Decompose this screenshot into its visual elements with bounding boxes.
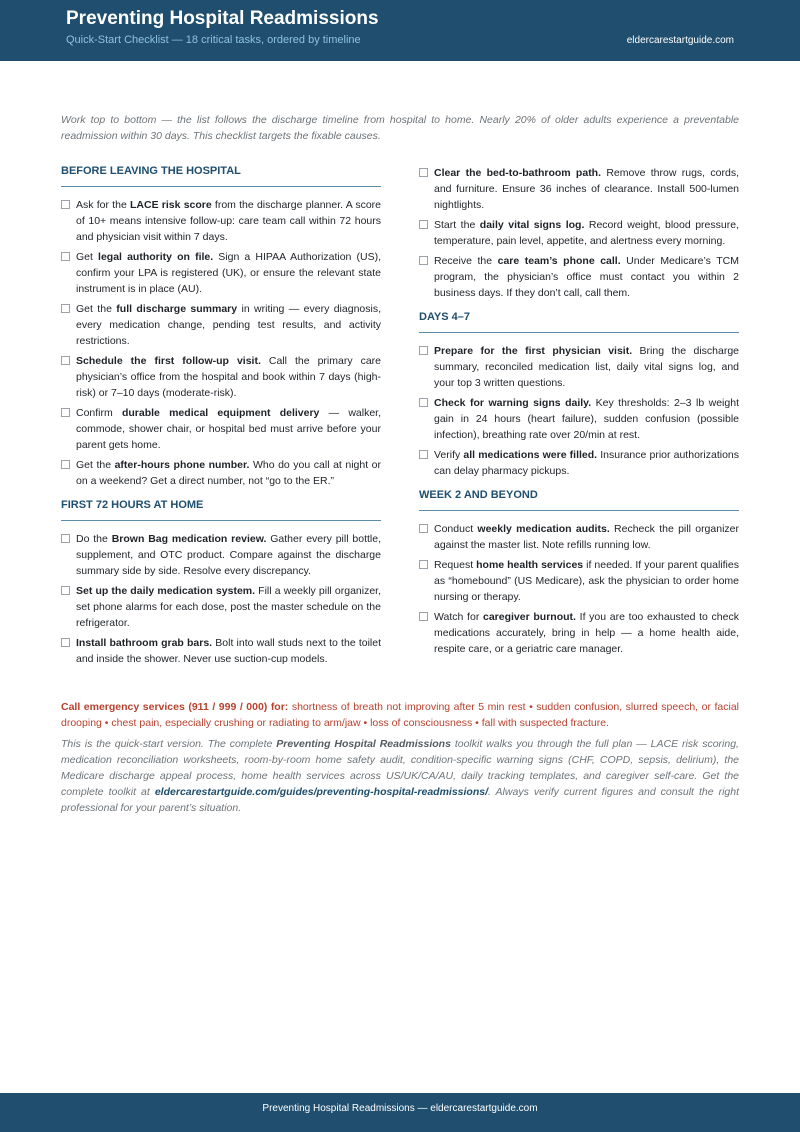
checklist-item (419, 343, 739, 391)
item-text-detail: If you are too exhausted to check medications accurately, bring in help — a home health aide, respite care, or a geriatric care manager. (434, 611, 739, 655)
item-text-lead: Get the (76, 303, 117, 315)
section-week-2 (419, 489, 739, 657)
checkbox[interactable] (61, 408, 70, 417)
item-key-task: caregiver burnout. (483, 611, 576, 623)
checklist-item (61, 197, 381, 245)
checklist (61, 531, 381, 667)
item-text-detail: Recheck the pill organizer against the master list. Note refills running low. (434, 523, 739, 551)
item-text-detail: Under Medicare’s TCM program, the physician’s office must contact you within 2 business days. If they don’t call, call them. (434, 255, 739, 299)
footer-text: Preventing Hospital Readmissions — eldercarestartguide.com (262, 1103, 538, 1114)
checklist-item (419, 165, 739, 213)
section-before-leaving (61, 165, 381, 489)
item-text-detail: if needed. If your parent qualifies as “homebound” (US Medicare), ask the physician to order home nursing or therapy. (434, 559, 739, 603)
left-column (61, 165, 381, 671)
checklist (419, 165, 739, 301)
item-text-detail: — walker, commode, shower chair, or hospital bed must arrive before your parent gets home. (76, 407, 381, 451)
checkbox[interactable] (419, 168, 428, 177)
checkbox[interactable] (419, 524, 428, 533)
checklist-item (419, 557, 739, 605)
section-title: DAYS 4–7 (419, 311, 739, 333)
section-title: WEEK 2 AND BEYOND (419, 489, 739, 511)
item-key-task: Prepare for the first physician visit. (434, 345, 633, 357)
item-text-detail: Key thresholds: 2–3 lb weight gain in 24 hours (heart failure), sudden confusion (possible infection), breathing rate over 20/min at rest. (434, 397, 739, 441)
checklist-item (61, 301, 381, 349)
section-first-72-hours (61, 499, 381, 667)
checklist-item (419, 217, 739, 249)
checklist (61, 197, 381, 489)
checkbox[interactable] (61, 200, 70, 209)
item-text-lead: Watch for (434, 611, 483, 623)
item-key-task: durable medical equipment delivery (121, 407, 320, 419)
item-text-detail: Who do you call at night or on a weekend? Get a direct number, not “go to the ER.” (76, 459, 381, 487)
checkbox[interactable] (61, 586, 70, 595)
item-key-task: weekly medication audits. (477, 523, 610, 535)
item-text-detail: Remove throw rugs, cords, and furniture. Ensure 36 inches of clearance. Install 500-lumen nightlights. (434, 167, 739, 211)
item-text-lead: Do the (76, 533, 112, 545)
footnote (61, 736, 739, 816)
item-text-lead: Start the (434, 219, 480, 231)
checklist-item (61, 405, 381, 453)
item-key-task: care team’s phone call. (497, 255, 621, 267)
item-key-task: Brown Bag medication review. (111, 533, 267, 545)
checkbox[interactable] (61, 460, 70, 469)
item-key-task: Check for warning signs daily. (434, 397, 592, 409)
item-text-lead: Verify (434, 449, 464, 461)
footnote-toolkit-name: Preventing Hospital Readmissions (276, 738, 451, 750)
item-text-detail: Gather every pill bottle, supplement, and OTC product. Compare against the discharge summary side by side. Resolve every discrepancy. (76, 533, 382, 577)
item-text-lead: Ask for the (76, 199, 130, 211)
item-text-detail: Bring the discharge summary, reconciled medication list, daily vital signs log, and your top 3 written questions. (434, 345, 740, 389)
section-first-72-hours-continued (419, 165, 739, 301)
item-text-lead: Request (434, 559, 477, 571)
item-text-lead: Receive the (434, 255, 498, 267)
item-text-detail: from the discharge planner. A score of 10+ means intensive follow-up: care team call within 72 hours and physician visit within 7 days. (76, 199, 382, 243)
item-text-lead: Conduct (434, 523, 478, 535)
item-key-task: all medications were filled. (463, 449, 598, 461)
item-key-task: Clear the bed-to-bathroom path. (434, 167, 602, 179)
checkbox[interactable] (61, 304, 70, 313)
checklist-item (419, 395, 739, 443)
checklist-item (61, 457, 381, 489)
item-key-task: LACE risk score (130, 199, 212, 211)
emergency-text: shortness of breath not improving after 5 min rest • sudden confusion, slurred speech, or facial drooping • chest pain, especially crushing or radiating to arm/jaw • loss of consciousness • fall with suspected fracture. (61, 701, 739, 729)
item-text-detail: Bolt into wall studs next to the toilet and inside the shower. Never use suction-cup models. (76, 637, 381, 665)
item-text-lead: Confirm (76, 407, 122, 419)
footer-bar (0, 1093, 800, 1132)
page-subtitle: Quick-Start Checklist — 18 critical tasks, ordered by timeline (66, 34, 361, 46)
checkbox[interactable] (419, 346, 428, 355)
checklist (419, 521, 739, 657)
page-title: Preventing Hospital Readmissions (66, 8, 379, 29)
item-key-task: Schedule the first follow-up visit. (76, 355, 261, 367)
checkbox[interactable] (419, 450, 428, 459)
item-key-task: Set up the daily medication system. (76, 585, 256, 597)
item-text-detail: Sign a HIPAA Authorization (US), confirm your LPA is registered (UK), or ensure the relevant state instrument is in place (AU). (76, 251, 381, 295)
checklist-item (61, 249, 381, 297)
item-key-task: after-hours phone number. (114, 459, 250, 471)
item-text-detail: Fill a weekly pill organizer, set phone alarms for each dose, post the master schedule on the refrigerator. (76, 585, 381, 629)
intro-text: Work top to bottom — the list follows the discharge timeline from hospital to home. Nearly 20% of older adults experience a preventable readmission within 30 days. This checklist targets the fixable causes. (61, 114, 739, 142)
item-text-detail: Insurance prior authorizations can delay pharmacy pickups. (434, 449, 740, 477)
checkbox[interactable] (419, 398, 428, 407)
toolkit-link[interactable]: eldercarestartguide.com/guides/preventing-hospital-readmissions/ (154, 786, 489, 798)
emergency-notice (61, 699, 739, 731)
checkbox[interactable] (61, 252, 70, 261)
checkbox[interactable] (61, 534, 70, 543)
item-text-detail: Record weight, blood pressure, temperature, pain level, appetite, and alertness every morning. (434, 219, 739, 247)
checkbox[interactable] (419, 220, 428, 229)
checklist-item (61, 583, 381, 631)
checkbox[interactable] (61, 356, 70, 365)
checkbox[interactable] (419, 612, 428, 621)
checklist-item (61, 635, 381, 667)
checkbox[interactable] (61, 638, 70, 647)
right-column (419, 165, 739, 661)
checklist-item (61, 531, 381, 579)
emergency-label: Call emergency services (911 / 999 / 000) for: (61, 701, 289, 713)
item-key-task: legal authority on file. (98, 251, 214, 263)
checkbox[interactable] (419, 256, 428, 265)
checklist-item (419, 521, 739, 553)
item-text-detail: in writing — every diagnosis, every medication change, pending test results, and activity restrictions. (76, 303, 382, 347)
item-key-task: Install bathroom grab bars. (76, 637, 213, 649)
section-title: FIRST 72 HOURS AT HOME (61, 499, 381, 521)
item-key-task: full discharge summary (116, 303, 238, 315)
footnote-intro: This is the quick-start version. The complete (61, 738, 277, 750)
checklist-item (419, 609, 739, 657)
site-name: eldercarestartguide.com (626, 35, 734, 46)
footnote-closing: . Always verify current figures and consult the right professional for your parent’s situation. (61, 786, 740, 814)
checklist-item (61, 353, 381, 401)
checklist-item (419, 447, 739, 479)
item-key-task: daily vital signs log. (479, 219, 585, 231)
section-days-4-7 (419, 311, 739, 479)
checklist-item (419, 253, 739, 301)
item-text-lead: Get (76, 251, 99, 263)
footnote-body: toolkit walks you through the full plan — LACE risk scoring, medication reconciliation worksheets, room-by-room home safety audit, condition-specific warning signs (CHF, COPD, sepsis, delirium), the Medicare discharge appeal process, home health services across US/UK/CA/AU, daily tracking templates, and caregiver self-care. Get the complete toolkit at (61, 738, 739, 798)
item-key-task: home health services (476, 559, 584, 571)
item-text-lead: Get the (76, 459, 115, 471)
checklist (419, 343, 739, 479)
checkbox[interactable] (419, 560, 428, 569)
section-title: BEFORE LEAVING THE HOSPITAL (61, 165, 381, 187)
header-bar (0, 0, 800, 61)
item-text-detail: Call the primary care physician’s office from the hospital and book within 7 days (high-risk) or 7–10 days (moderate-risk). (76, 355, 382, 399)
